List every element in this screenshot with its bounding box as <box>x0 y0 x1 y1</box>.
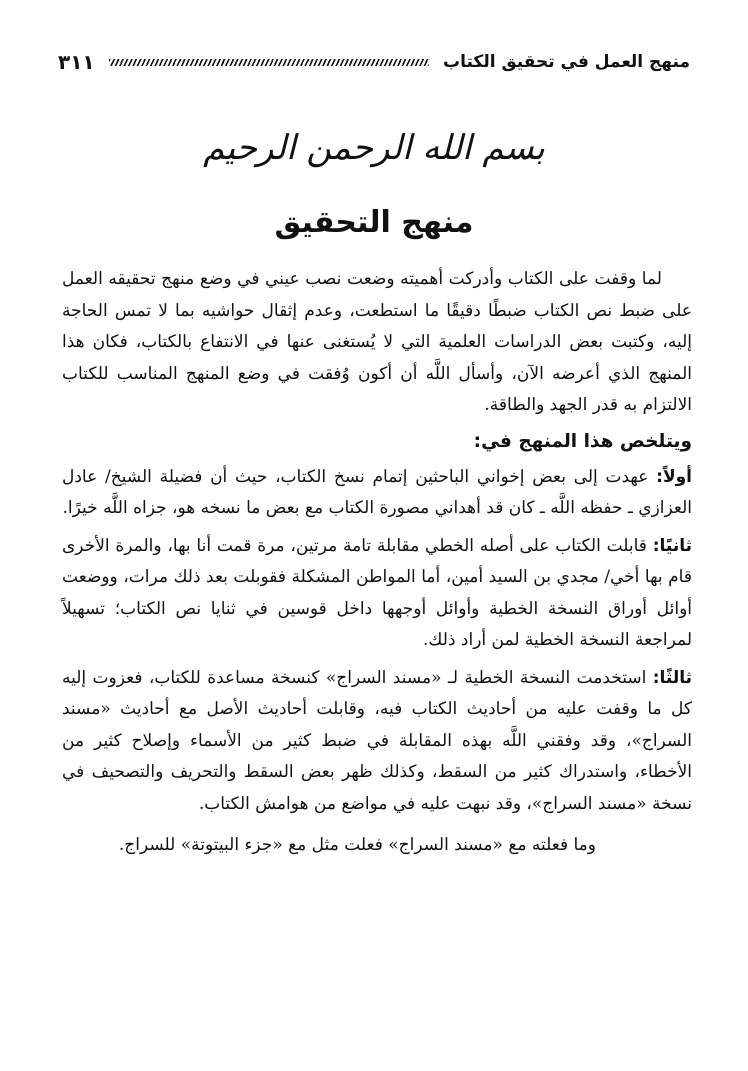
running-title: منهج العمل في تحقيق الكتاب <box>443 52 690 72</box>
point-second-label: ثانيًا: <box>652 535 692 556</box>
point-second <box>62 531 692 657</box>
point-third-text: استخدمت النسخة الخطية لـ «مسند السراج» كنسخة مساعدة للكتاب، فعزوت إليه كل ما وقفت عليه من أحاديث الكتاب فيه، وقابلت أحاديث الأصل مع أحاديث «مسند السراج»، وقد وفقني اللَّه بهذه المقابلة في ضبط كثير من الأسماء وإصلاح كثير من الأخطاء، واستدراك كثير من السقط، وكذلك ظهر بعض السقط والتحريف والتصحيف في نسخة «مسند السراج»، وقد نبهت عليه في مواضع من هوامش الكتاب. <box>62 667 692 814</box>
page-header <box>58 44 690 80</box>
point-first-text: عهدت إلى بعض إخواني الباحثين إتمام نسخ الكتاب، حيث أن فضيلة الشيخ/ عادل العزازي ـ حفظه اللَّه ـ كان قد أهداني مصورة الكتاب مع بعض ما نسخه هو، جزاه اللَّه خيرًا. <box>62 466 692 518</box>
intro-paragraph: لما وقفت على الكتاب وأدركت أهميته وضعت نصب عيني في وضع منهج تحقيقه العمل على ضبط نص الكتاب ضبطًا دقيقًا ما استطعت، وعدم إثقال حواشيه بما لا تمس الحاجة إليه، وكتبت بعض الدراسات العلمية التي لا يُستغنى عنها في الانتفاع بالكتاب، فكان هذا المنهج الذي أعرضه الآن، وأسأل اللَّه أن أكون وُفقت في وضع المنهج المناسب للكتاب الالتزام به قدر الجهد والطاقة. <box>62 269 692 415</box>
point-first-label: أولاً: <box>656 466 693 487</box>
basmala-calligraphy: بسم الله الرحمن الرحيم <box>203 128 545 168</box>
summary-heading: ويتلخص هذا المنهج في: <box>473 430 692 452</box>
page-number: ٣١١ <box>58 50 95 74</box>
section-title: منهج التحقيق <box>274 205 474 240</box>
point-first <box>62 462 692 525</box>
point-second-text: قابلت الكتاب على أصله الخطي مقابلة تامة مرتين، مرة قمت أنا بها، والمرة الأخرى قام بها أخي/ مجدي بن السيد أمين، أما المواطن المشكلة فقوبلت بعد ذلك مرات، ووضعت أوائل أوراق النسخة الخطية وأوائل أوجهها داخل قوسين في ثنايا نص الكتاب؛ تسهيلاً لمراجعة النسخة الخطية لمن أراد ذلك. <box>62 535 692 650</box>
header-rule <box>109 59 429 66</box>
point-third <box>62 663 692 821</box>
closing-line: وما فعلته مع «مسند السراج» فعلت مثل مع «جزء البيتوتة» للسراج. <box>118 835 596 855</box>
point-third-label: ثالثًا: <box>652 667 692 688</box>
body-text <box>62 264 692 862</box>
